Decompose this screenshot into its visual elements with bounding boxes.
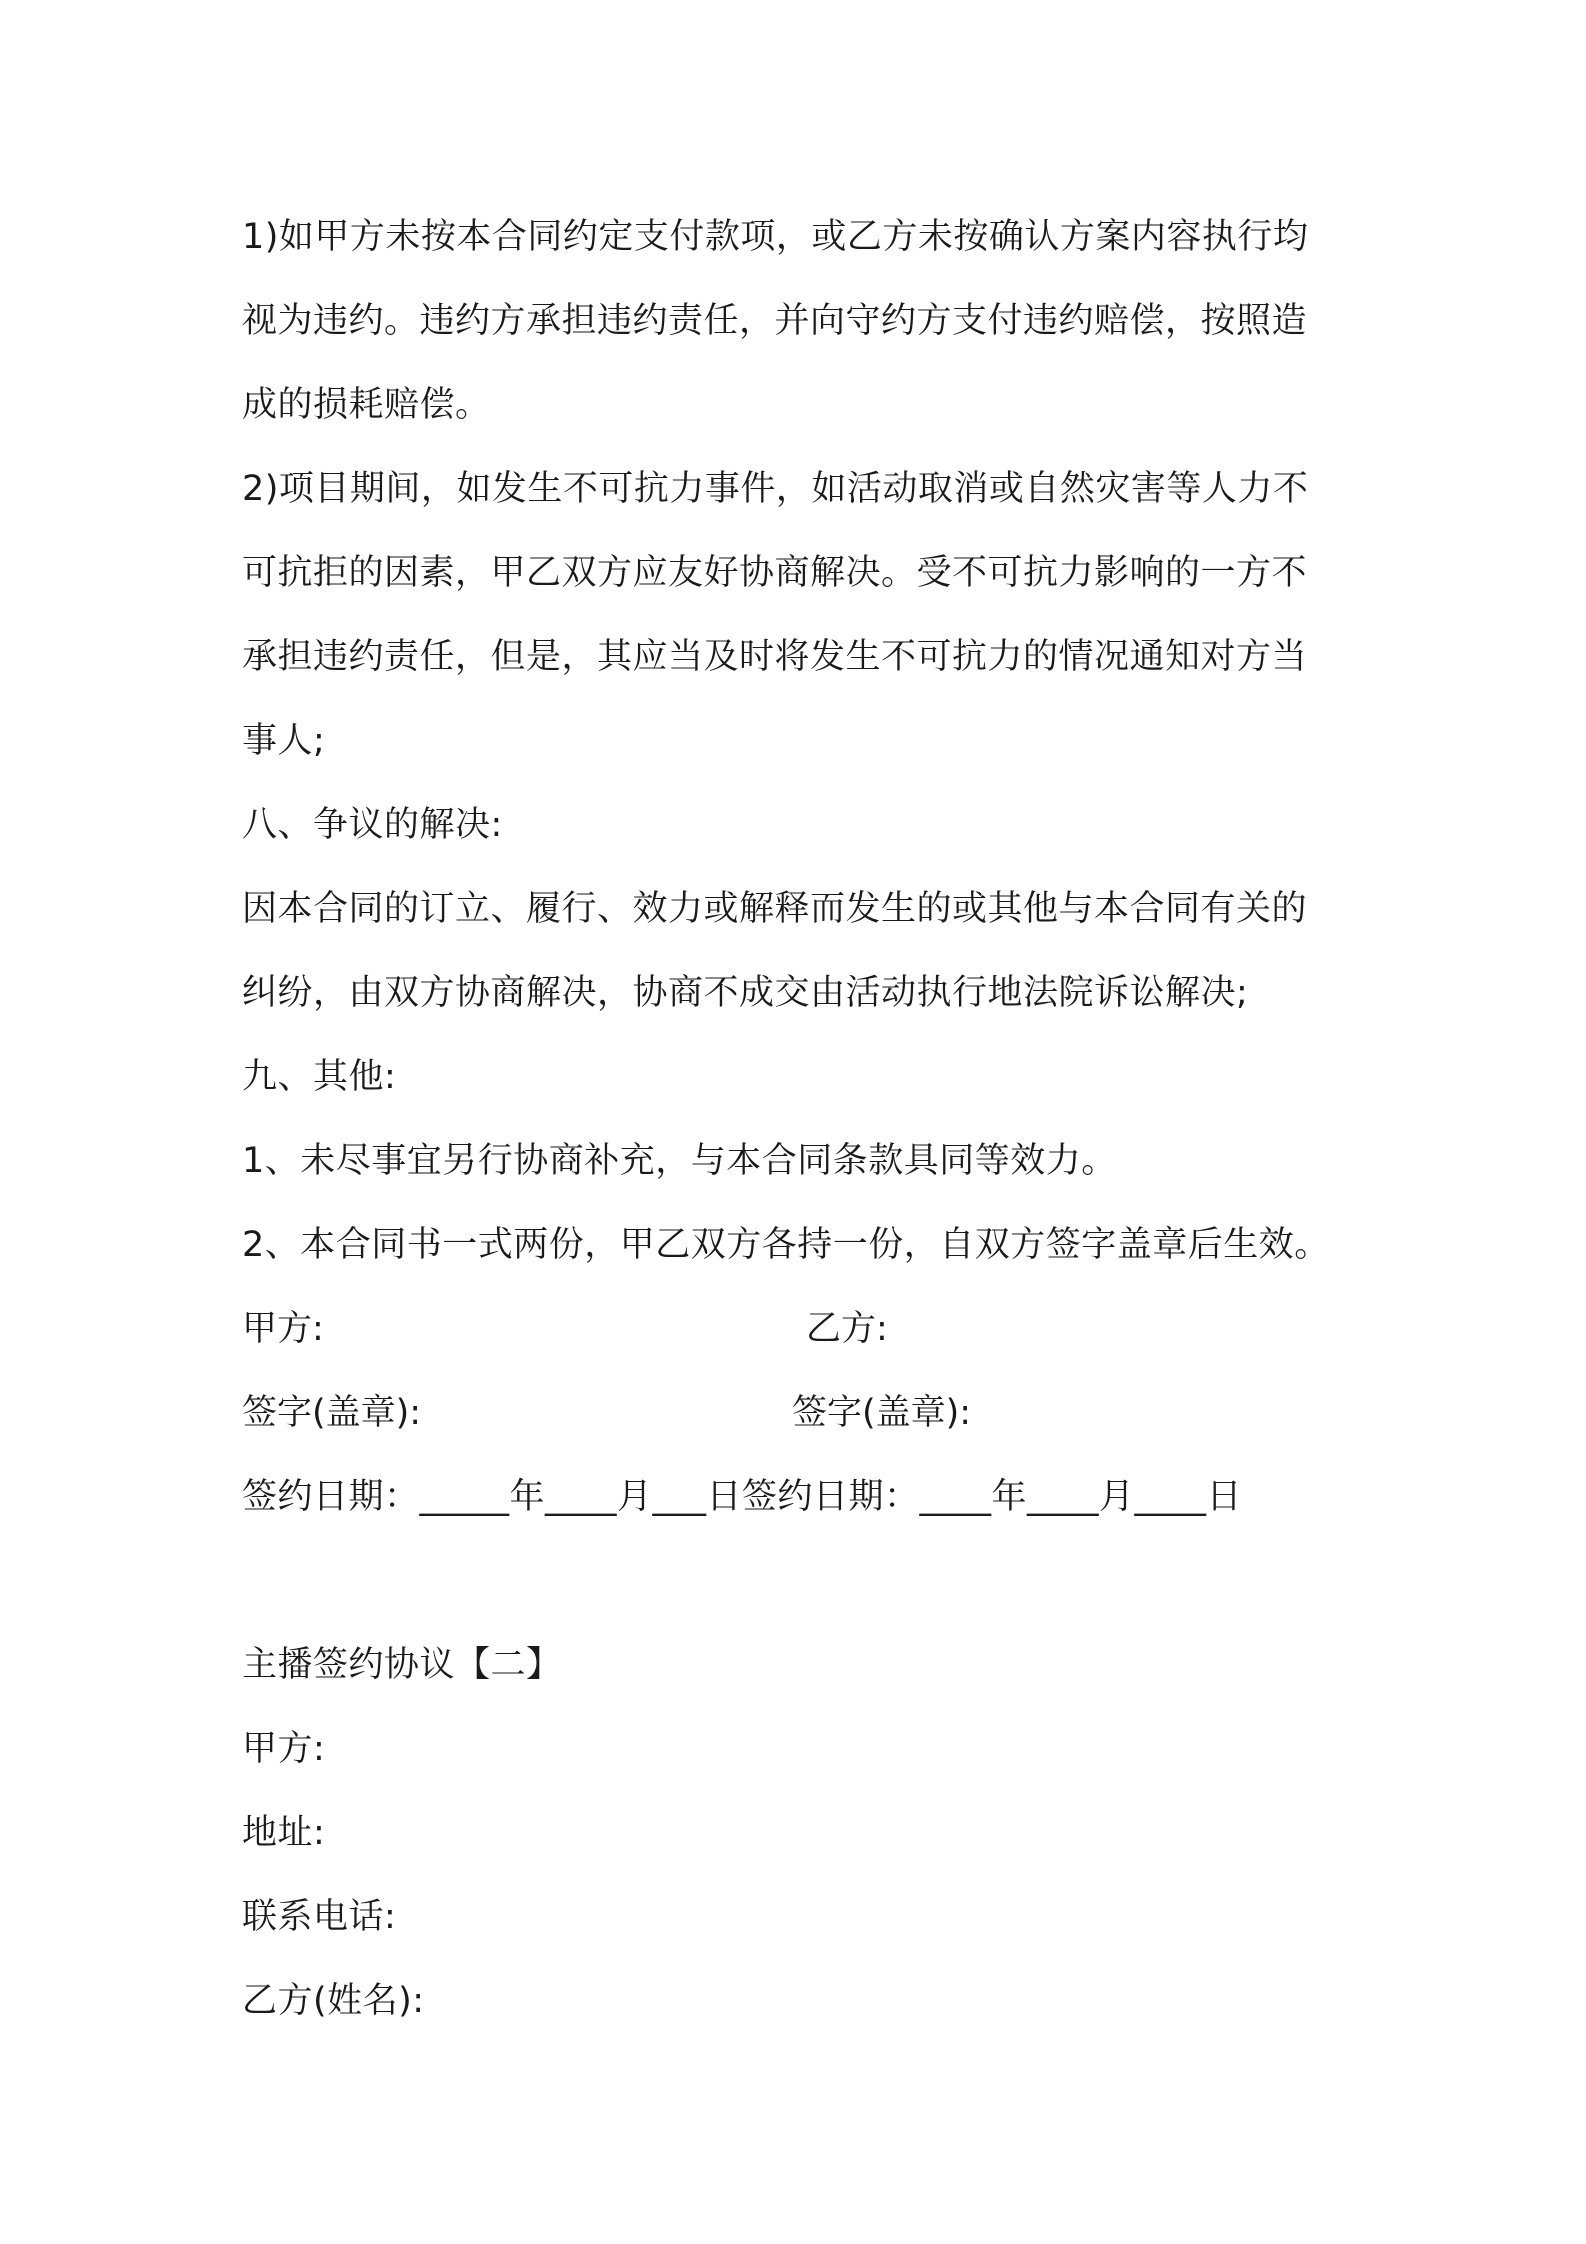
signature-seal-b: 签字(盖章): bbox=[792, 1393, 972, 1433]
document-body bbox=[242, 195, 1372, 2043]
signature-party-a: 甲方: bbox=[242, 1309, 324, 1349]
clause7-item1-line1: 1)如甲方未按本合同约定支付款项，或乙方未按确认方案内容执行均 bbox=[242, 217, 1309, 257]
clause9-item2: 2、本合同书一式两份，甲乙双方各持一份，自双方签字盖章后生效。 bbox=[242, 1225, 1330, 1265]
signature-party-b: 乙方: bbox=[806, 1309, 888, 1349]
signature-seal-a: 签字(盖章): bbox=[242, 1393, 422, 1433]
agreement2-address: 地址: bbox=[242, 1813, 326, 1853]
clause8-heading: 八、争议的解决: bbox=[242, 805, 503, 845]
clause7-item2-line4: 事人; bbox=[242, 721, 326, 761]
agreement2-party-b-name: 乙方(姓名): bbox=[242, 1981, 425, 2021]
clause7-item1-line2: 视为违约。违约方承担违约责任，并向守约方支付违约赔偿，按照造 bbox=[242, 301, 1308, 341]
agreement2-title: 主播签约协议【二】 bbox=[242, 1645, 562, 1685]
signature-date-line: 签约日期：_____年____月___日签约日期：____年____月____日 bbox=[242, 1477, 1243, 1517]
clause8-body-line1: 因本合同的订立、履行、效力或解释而发生的或其他与本合同有关的 bbox=[242, 889, 1308, 929]
clause9-heading: 九、其他: bbox=[242, 1057, 397, 1097]
signature-parties-row bbox=[242, 1287, 1372, 1371]
clause8-body-line2: 纠纷，由双方协商解决，协商不成交由活动执行地法院诉讼解决; bbox=[242, 973, 1249, 1013]
section-spacer bbox=[242, 1539, 1372, 1623]
clause7-item2-line3: 承担违约责任，但是，其应当及时将发生不可抗力的情况通知对方当 bbox=[242, 637, 1308, 677]
agreement2-party-a: 甲方: bbox=[242, 1729, 326, 1769]
clause7-item2-line1: 2)项目期间，如发生不可抗力事件，如活动取消或自然灾害等人力不 bbox=[242, 469, 1309, 509]
agreement2-phone: 联系电话: bbox=[242, 1897, 397, 1937]
clause9-item1: 1、未尽事宜另行协商补充，与本合同条款具同等效力。 bbox=[242, 1141, 1117, 1181]
clause7-item1-line3: 成的损耗赔偿。 bbox=[242, 385, 491, 425]
clause7-item2-line2: 可抗拒的因素，甲乙双方应友好协商解决。受不可抗力影响的一方不 bbox=[242, 553, 1308, 593]
signature-seal-row bbox=[242, 1371, 1372, 1455]
